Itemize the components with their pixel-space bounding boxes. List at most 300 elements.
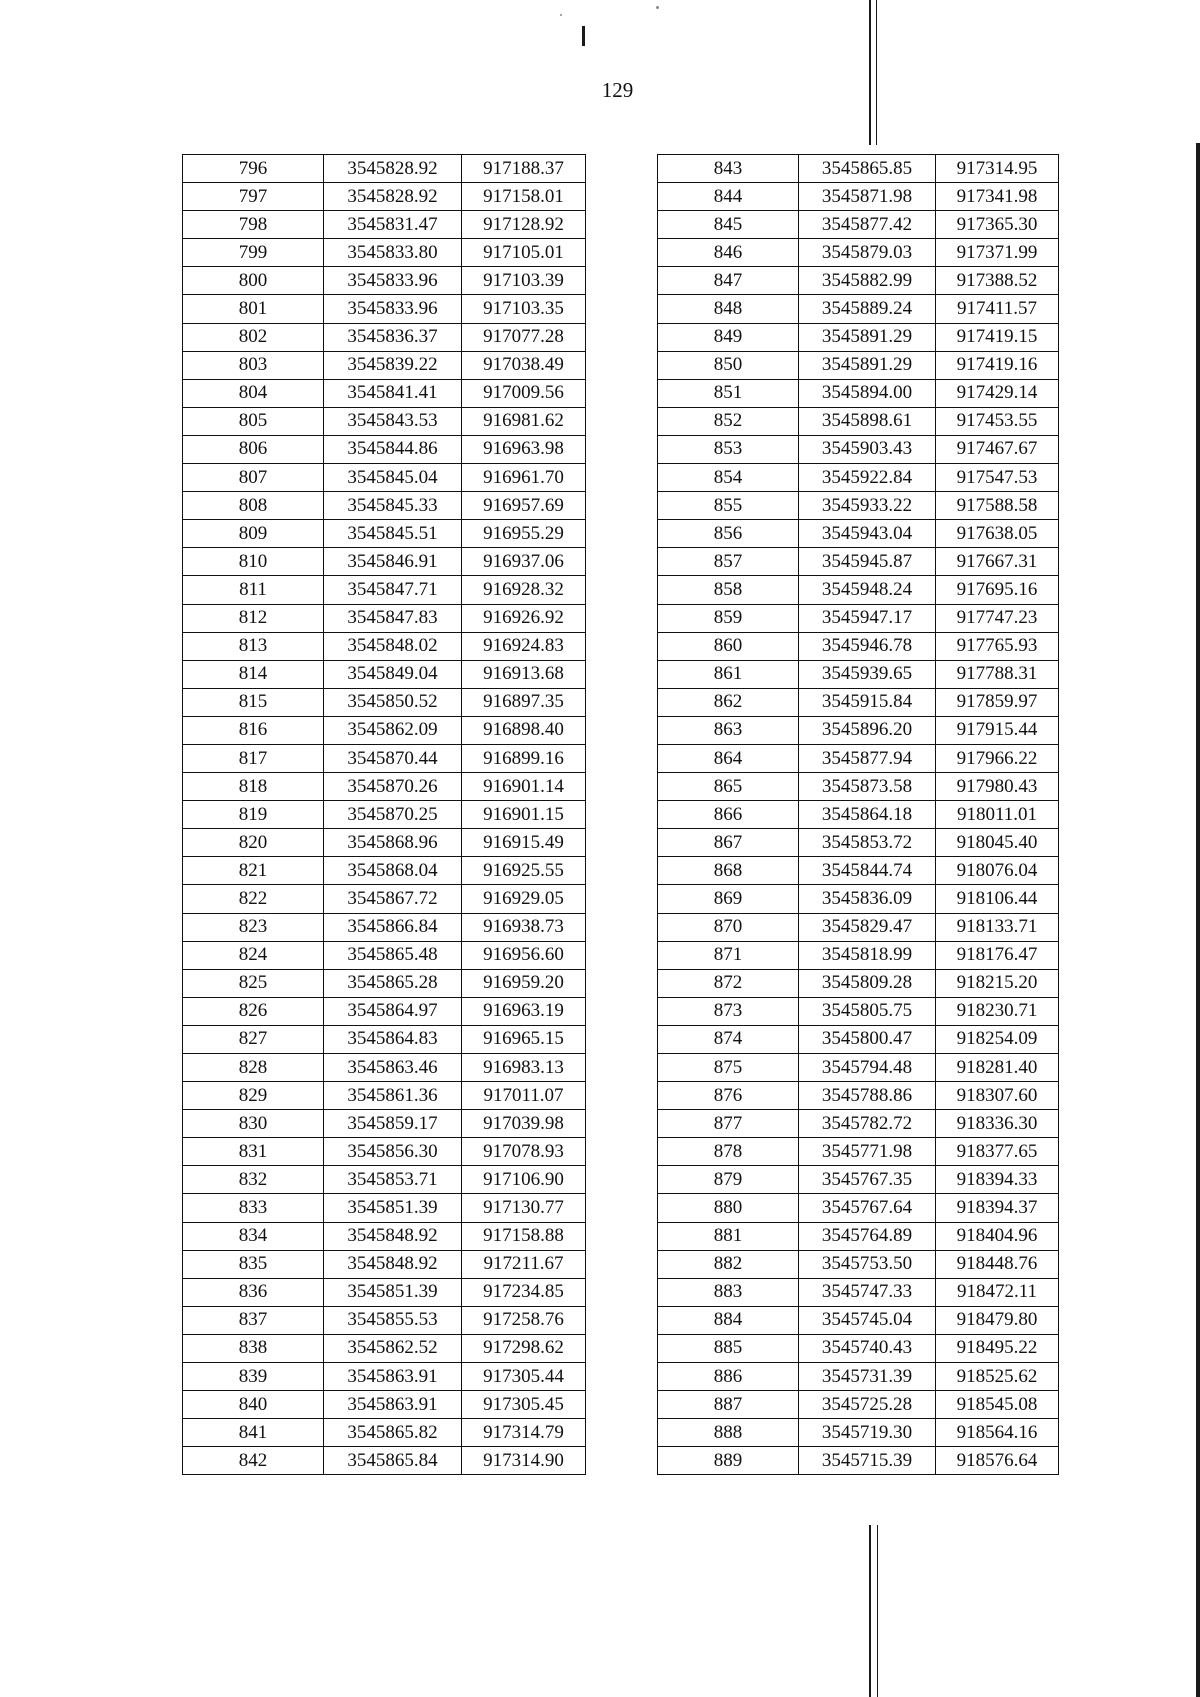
x-coordinate-cell: 3545865.28 [324,969,462,997]
x-coordinate-cell: 3545865.85 [799,155,936,183]
x-coordinate-cell: 3545829.47 [799,913,936,941]
y-coordinate-cell: 918448.76 [936,1250,1059,1278]
table-row [183,1391,586,1419]
point-id-cell: 857 [658,548,799,576]
y-coordinate-cell: 917388.52 [936,267,1059,295]
table-row [658,969,1059,997]
point-id-cell: 839 [183,1363,324,1391]
y-coordinate-cell: 918394.37 [936,1194,1059,1222]
x-coordinate-cell: 3545845.51 [324,520,462,548]
x-coordinate-cell: 3545864.83 [324,1025,462,1053]
table-row [658,744,1059,772]
point-id-cell: 861 [658,660,799,688]
table-row [183,857,586,885]
point-id-cell: 824 [183,941,324,969]
table-row [183,548,586,576]
point-id-cell: 796 [183,155,324,183]
y-coordinate-cell: 917077.28 [462,323,586,351]
y-coordinate-cell: 917314.95 [936,155,1059,183]
y-coordinate-cell: 916899.16 [462,744,586,772]
y-coordinate-cell: 916926.92 [462,604,586,632]
x-coordinate-cell: 3545809.28 [799,969,936,997]
table-row [183,829,586,857]
y-coordinate-cell: 916929.05 [462,885,586,913]
table-row [183,941,586,969]
point-id-cell: 874 [658,1025,799,1053]
y-coordinate-cell: 917365.30 [936,211,1059,239]
y-coordinate-cell: 916913.68 [462,660,586,688]
y-coordinate-cell: 916981.62 [462,407,586,435]
point-id-cell: 821 [183,857,324,885]
x-coordinate-cell: 3545788.86 [799,1082,936,1110]
y-coordinate-cell: 917747.23 [936,604,1059,632]
x-coordinate-cell: 3545855.53 [324,1306,462,1334]
table-row [183,407,586,435]
y-coordinate-cell: 917298.62 [462,1334,586,1362]
x-coordinate-cell: 3545850.52 [324,688,462,716]
x-coordinate-cell: 3545853.71 [324,1166,462,1194]
y-coordinate-cell: 917638.05 [936,520,1059,548]
table-row [658,773,1059,801]
y-coordinate-cell: 917305.44 [462,1363,586,1391]
point-id-cell: 817 [183,744,324,772]
table-row [658,464,1059,492]
scan-margin-line [876,0,877,145]
x-coordinate-cell: 3545873.58 [799,773,936,801]
point-id-cell: 887 [658,1391,799,1419]
table-row [658,1363,1059,1391]
y-coordinate-cell: 916983.13 [462,1054,586,1082]
table-row [658,211,1059,239]
x-coordinate-cell: 3545889.24 [799,295,936,323]
point-id-cell: 883 [658,1278,799,1306]
page-number: 129 [601,78,634,102]
point-id-cell: 800 [183,267,324,295]
x-coordinate-cell: 3545753.50 [799,1250,936,1278]
y-coordinate-cell: 917695.16 [936,576,1059,604]
x-coordinate-cell: 3545740.43 [799,1334,936,1362]
point-id-cell: 868 [658,857,799,885]
table-row [658,239,1059,267]
table-row [183,1306,586,1334]
x-coordinate-cell: 3545943.04 [799,520,936,548]
x-coordinate-cell: 3545851.39 [324,1278,462,1306]
x-coordinate-cell: 3545879.03 [799,239,936,267]
y-coordinate-cell: 918564.16 [936,1419,1059,1447]
table-row [658,997,1059,1025]
x-coordinate-cell: 3545745.04 [799,1306,936,1334]
point-id-cell: 803 [183,351,324,379]
table-row [658,913,1059,941]
x-coordinate-cell: 3545848.92 [324,1222,462,1250]
table-row [658,1222,1059,1250]
point-id-cell: 835 [183,1250,324,1278]
table-row [183,1447,586,1475]
point-id-cell: 844 [658,183,799,211]
x-coordinate-cell: 3545853.72 [799,829,936,857]
x-coordinate-cell: 3545848.02 [324,632,462,660]
scan-speck [656,6,659,9]
point-id-cell: 851 [658,379,799,407]
table-row [658,857,1059,885]
y-coordinate-cell: 918281.40 [936,1054,1059,1082]
y-coordinate-cell: 916924.83 [462,632,586,660]
table-row [183,520,586,548]
y-coordinate-cell: 916963.19 [462,997,586,1025]
point-id-cell: 825 [183,969,324,997]
y-coordinate-cell: 917305.45 [462,1391,586,1419]
x-coordinate-cell: 3545856.30 [324,1138,462,1166]
point-id-cell: 865 [658,773,799,801]
table-row [183,1250,586,1278]
table-row [658,576,1059,604]
y-coordinate-cell: 917667.31 [936,548,1059,576]
point-id-cell: 822 [183,885,324,913]
point-id-cell: 853 [658,435,799,463]
y-coordinate-cell: 918495.22 [936,1334,1059,1362]
y-coordinate-cell: 917788.31 [936,660,1059,688]
y-coordinate-cell: 918479.80 [936,1306,1059,1334]
y-coordinate-cell: 918045.40 [936,829,1059,857]
table-row [183,1025,586,1053]
point-id-cell: 801 [183,295,324,323]
table-row [658,351,1059,379]
x-coordinate-cell: 3545870.25 [324,801,462,829]
point-id-cell: 867 [658,829,799,857]
x-coordinate-cell: 3545922.84 [799,464,936,492]
x-coordinate-cell: 3545882.99 [799,267,936,295]
point-id-cell: 843 [658,155,799,183]
y-coordinate-cell: 917188.37 [462,155,586,183]
x-coordinate-cell: 3545833.80 [324,239,462,267]
x-coordinate-cell: 3545719.30 [799,1419,936,1447]
x-coordinate-cell: 3545877.94 [799,744,936,772]
y-coordinate-cell: 918404.96 [936,1222,1059,1250]
y-coordinate-cell: 917588.58 [936,492,1059,520]
table-row [183,1334,586,1362]
y-coordinate-cell: 917130.77 [462,1194,586,1222]
x-coordinate-cell: 3545891.29 [799,323,936,351]
x-coordinate-cell: 3545871.98 [799,183,936,211]
table-row [658,801,1059,829]
x-coordinate-cell: 3545898.61 [799,407,936,435]
y-coordinate-cell: 918254.09 [936,1025,1059,1053]
point-id-cell: 814 [183,660,324,688]
y-coordinate-cell: 916963.98 [462,435,586,463]
point-id-cell: 804 [183,379,324,407]
x-coordinate-cell: 3545805.75 [799,997,936,1025]
point-id-cell: 889 [658,1447,799,1475]
y-coordinate-cell: 916938.73 [462,913,586,941]
table-row [658,1334,1059,1362]
point-id-cell: 858 [658,576,799,604]
point-id-cell: 842 [183,1447,324,1475]
y-coordinate-cell: 917371.99 [936,239,1059,267]
table-row [183,379,586,407]
table-row [183,604,586,632]
point-id-cell: 836 [183,1278,324,1306]
x-coordinate-cell: 3545846.91 [324,548,462,576]
x-coordinate-cell: 3545868.04 [324,857,462,885]
point-id-cell: 847 [658,267,799,295]
point-id-cell: 807 [183,464,324,492]
table-row [658,1250,1059,1278]
table-row [658,716,1059,744]
coordinate-table-left [182,154,586,1475]
y-coordinate-cell: 917429.14 [936,379,1059,407]
point-id-cell: 879 [658,1166,799,1194]
x-coordinate-cell: 3545849.04 [324,660,462,688]
table-row [183,744,586,772]
x-coordinate-cell: 3545845.33 [324,492,462,520]
table-row [183,1054,586,1082]
table-row [183,660,586,688]
table-row [183,1363,586,1391]
y-coordinate-cell: 918230.71 [936,997,1059,1025]
y-coordinate-cell: 917411.57 [936,295,1059,323]
x-coordinate-cell: 3545863.46 [324,1054,462,1082]
table-row [183,969,586,997]
y-coordinate-cell: 917314.90 [462,1447,586,1475]
x-coordinate-cell: 3545863.91 [324,1363,462,1391]
y-coordinate-cell: 918377.65 [936,1138,1059,1166]
x-coordinate-cell: 3545865.82 [324,1419,462,1447]
point-id-cell: 813 [183,632,324,660]
y-coordinate-cell: 917419.15 [936,323,1059,351]
y-coordinate-cell: 916915.49 [462,829,586,857]
x-coordinate-cell: 3545833.96 [324,295,462,323]
table-row [183,155,586,183]
x-coordinate-cell: 3545833.96 [324,267,462,295]
point-id-cell: 798 [183,211,324,239]
y-coordinate-cell: 918133.71 [936,913,1059,941]
point-id-cell: 866 [658,801,799,829]
y-coordinate-cell: 917039.98 [462,1110,586,1138]
y-coordinate-cell: 918394.33 [936,1166,1059,1194]
y-coordinate-cell: 917078.93 [462,1138,586,1166]
table-row [658,435,1059,463]
y-coordinate-cell: 917211.67 [462,1250,586,1278]
table-row [658,1025,1059,1053]
point-id-cell: 799 [183,239,324,267]
x-coordinate-cell: 3545868.96 [324,829,462,857]
y-coordinate-cell: 917547.53 [936,464,1059,492]
point-id-cell: 808 [183,492,324,520]
table-row [183,632,586,660]
table-row [658,183,1059,211]
table-row [658,267,1059,295]
table-row [183,1082,586,1110]
point-id-cell: 819 [183,801,324,829]
point-id-cell: 841 [183,1419,324,1447]
scan-margin-line [877,1525,878,1697]
x-coordinate-cell: 3545865.48 [324,941,462,969]
x-coordinate-cell: 3545844.74 [799,857,936,885]
y-coordinate-cell: 917009.56 [462,379,586,407]
x-coordinate-cell: 3545848.92 [324,1250,462,1278]
table-row [658,323,1059,351]
x-coordinate-cell: 3545767.64 [799,1194,936,1222]
table-row [658,1166,1059,1194]
x-coordinate-cell: 3545828.92 [324,183,462,211]
y-coordinate-cell: 917341.98 [936,183,1059,211]
point-id-cell: 872 [658,969,799,997]
table-row [658,155,1059,183]
point-id-cell: 855 [658,492,799,520]
coordinate-table-body [658,155,1059,1475]
table-row [183,1166,586,1194]
table-row [183,576,586,604]
table-row [658,688,1059,716]
x-coordinate-cell: 3545782.72 [799,1110,936,1138]
y-coordinate-cell: 916965.15 [462,1025,586,1053]
x-coordinate-cell: 3545946.78 [799,632,936,660]
x-coordinate-cell: 3545865.84 [324,1447,462,1475]
point-id-cell: 809 [183,520,324,548]
y-coordinate-cell: 916901.14 [462,773,586,801]
table-row [658,829,1059,857]
y-coordinate-cell: 916925.55 [462,857,586,885]
table-row [183,1110,586,1138]
y-coordinate-cell: 917103.35 [462,295,586,323]
table-row [658,885,1059,913]
point-id-cell: 838 [183,1334,324,1362]
table-row [183,688,586,716]
scan-margin-line [869,0,871,145]
table-row [183,716,586,744]
point-id-cell: 831 [183,1138,324,1166]
table-row [658,941,1059,969]
y-coordinate-cell: 918576.64 [936,1447,1059,1475]
x-coordinate-cell: 3545870.26 [324,773,462,801]
y-coordinate-cell: 917105.01 [462,239,586,267]
point-id-cell: 829 [183,1082,324,1110]
x-coordinate-cell: 3545903.43 [799,435,936,463]
y-coordinate-cell: 918106.44 [936,885,1059,913]
x-coordinate-cell: 3545870.44 [324,744,462,772]
table-row [183,464,586,492]
scan-speck [560,14,562,16]
table-row [183,1194,586,1222]
x-coordinate-cell: 3545864.97 [324,997,462,1025]
table-row [658,1391,1059,1419]
y-coordinate-cell: 918011.01 [936,801,1059,829]
y-coordinate-cell: 917106.90 [462,1166,586,1194]
y-coordinate-cell: 916959.20 [462,969,586,997]
point-id-cell: 837 [183,1306,324,1334]
point-id-cell: 830 [183,1110,324,1138]
y-coordinate-cell: 916957.69 [462,492,586,520]
scan-margin-line [869,1525,871,1697]
point-id-cell: 888 [658,1419,799,1447]
x-coordinate-cell: 3545847.83 [324,604,462,632]
x-coordinate-cell: 3545896.20 [799,716,936,744]
table-row [183,801,586,829]
y-coordinate-cell: 918545.08 [936,1391,1059,1419]
table-row [658,407,1059,435]
x-coordinate-cell: 3545877.42 [799,211,936,239]
y-coordinate-cell: 917258.76 [462,1306,586,1334]
point-id-cell: 875 [658,1054,799,1082]
table-row [183,211,586,239]
x-coordinate-cell: 3545862.52 [324,1334,462,1362]
point-id-cell: 848 [658,295,799,323]
x-coordinate-cell: 3545839.22 [324,351,462,379]
y-coordinate-cell: 917038.49 [462,351,586,379]
point-id-cell: 859 [658,604,799,632]
table-row [658,492,1059,520]
point-id-cell: 806 [183,435,324,463]
table-row [183,1278,586,1306]
y-coordinate-cell: 917966.22 [936,744,1059,772]
y-coordinate-cell: 917314.79 [462,1419,586,1447]
point-id-cell: 860 [658,632,799,660]
table-row [658,379,1059,407]
point-id-cell: 863 [658,716,799,744]
y-coordinate-cell: 917980.43 [936,773,1059,801]
point-id-cell: 856 [658,520,799,548]
y-coordinate-cell: 917915.44 [936,716,1059,744]
x-coordinate-cell: 3545915.84 [799,688,936,716]
x-coordinate-cell: 3545945.87 [799,548,936,576]
y-coordinate-cell: 918307.60 [936,1082,1059,1110]
point-id-cell: 815 [183,688,324,716]
point-id-cell: 880 [658,1194,799,1222]
table-row [658,1306,1059,1334]
table-row [658,604,1059,632]
x-coordinate-cell: 3545851.39 [324,1194,462,1222]
x-coordinate-cell: 3545836.37 [324,323,462,351]
point-id-cell: 869 [658,885,799,913]
table-row [658,520,1059,548]
x-coordinate-cell: 3545831.47 [324,211,462,239]
point-id-cell: 852 [658,407,799,435]
y-coordinate-cell: 917419.16 [936,351,1059,379]
table-row [183,435,586,463]
scan-mark [582,26,585,46]
point-id-cell: 840 [183,1391,324,1419]
point-id-cell: 884 [658,1306,799,1334]
point-id-cell: 881 [658,1222,799,1250]
table-row [183,1222,586,1250]
point-id-cell: 805 [183,407,324,435]
point-id-cell: 812 [183,604,324,632]
table-row [658,632,1059,660]
y-coordinate-cell: 918215.20 [936,969,1059,997]
y-coordinate-cell: 918176.47 [936,941,1059,969]
x-coordinate-cell: 3545933.22 [799,492,936,520]
y-coordinate-cell: 917011.07 [462,1082,586,1110]
x-coordinate-cell: 3545764.89 [799,1222,936,1250]
x-coordinate-cell: 3545767.35 [799,1166,936,1194]
point-id-cell: 871 [658,941,799,969]
x-coordinate-cell: 3545800.47 [799,1025,936,1053]
x-coordinate-cell: 3545836.09 [799,885,936,913]
table-row [658,1110,1059,1138]
y-coordinate-cell: 918076.04 [936,857,1059,885]
point-id-cell: 827 [183,1025,324,1053]
point-id-cell: 826 [183,997,324,1025]
point-id-cell: 828 [183,1054,324,1082]
table-row [183,267,586,295]
x-coordinate-cell: 3545939.65 [799,660,936,688]
point-id-cell: 797 [183,183,324,211]
x-coordinate-cell: 3545843.53 [324,407,462,435]
point-id-cell: 832 [183,1166,324,1194]
y-coordinate-cell: 917103.39 [462,267,586,295]
point-id-cell: 810 [183,548,324,576]
x-coordinate-cell: 3545894.00 [799,379,936,407]
